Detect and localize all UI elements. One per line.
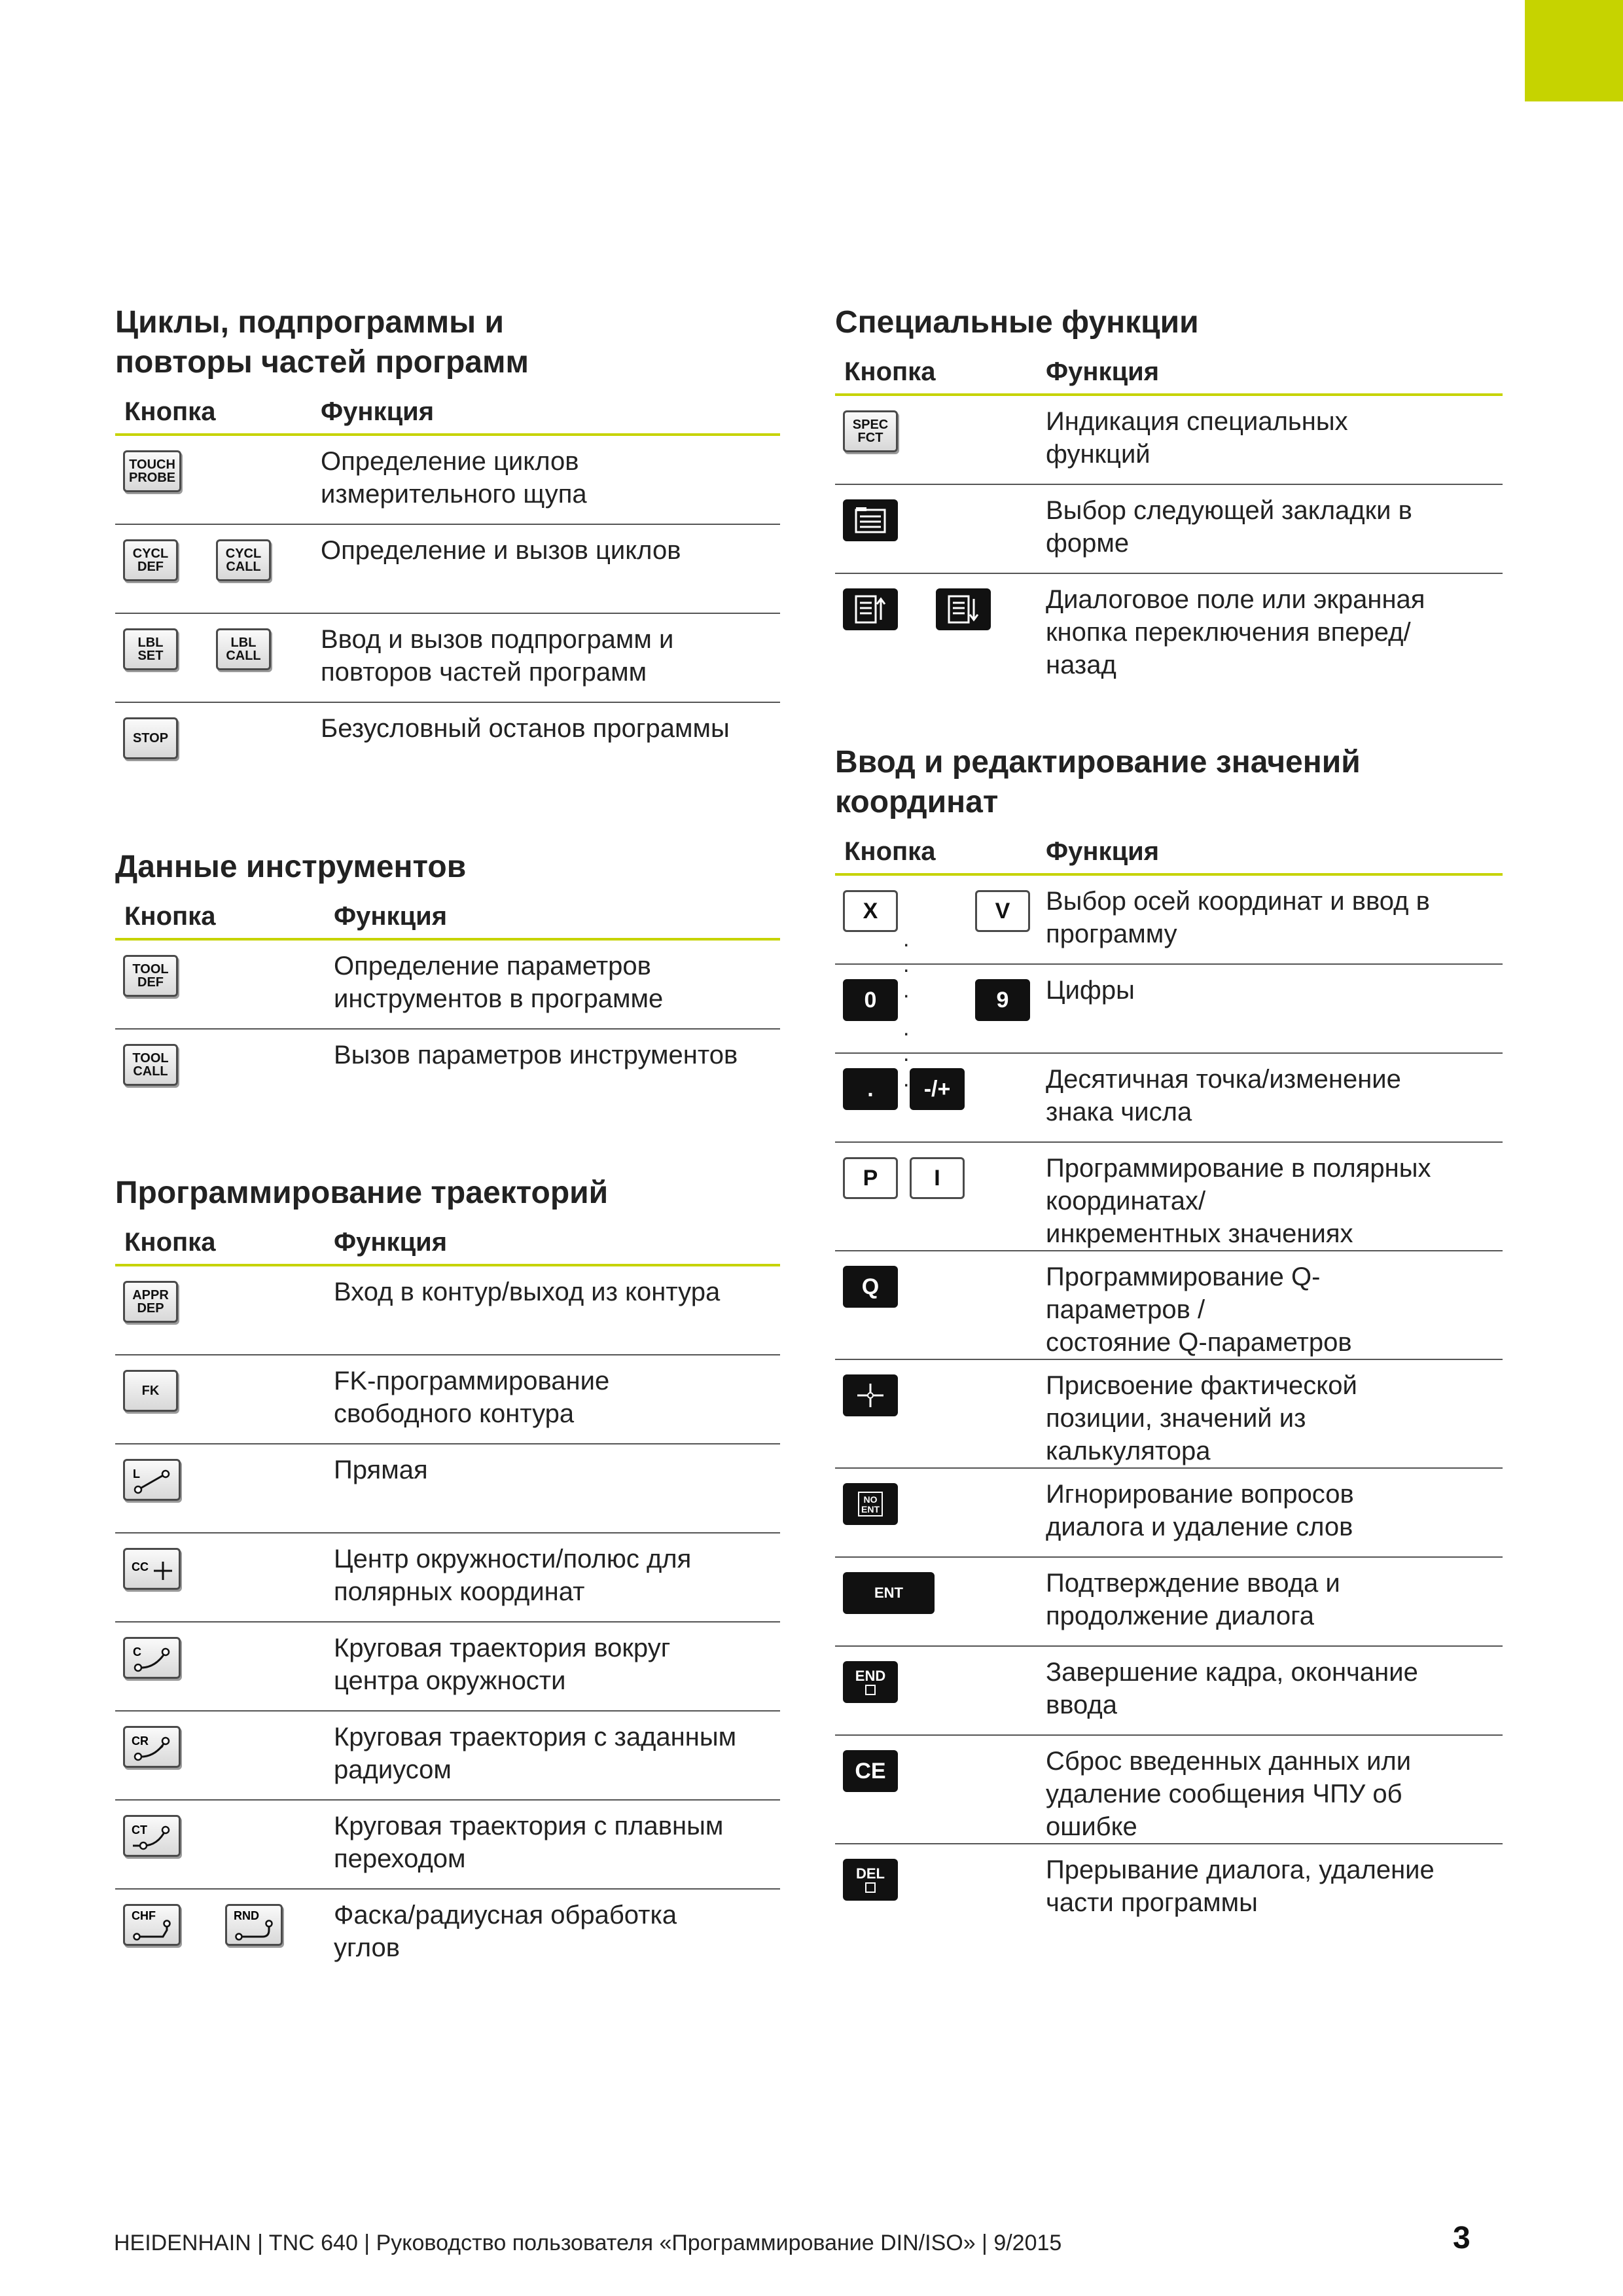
function-text: Подтверждение ввода и bbox=[1046, 1569, 1340, 1598]
axis-v-key[interactable]: V bbox=[975, 890, 1030, 932]
function-cell bbox=[325, 1029, 780, 1117]
function-text: кнопка переключения вперед/ bbox=[1046, 618, 1411, 647]
circle-center-cc-key[interactable] bbox=[123, 1548, 181, 1590]
function-text: Круговая траектория с заданным bbox=[334, 1723, 737, 1751]
keys-table-special bbox=[835, 350, 1503, 681]
table-row bbox=[115, 1265, 780, 1355]
function-text: форме bbox=[1046, 529, 1130, 558]
function-text: позиции, значений из bbox=[1046, 1404, 1306, 1433]
function-text: калькулятора bbox=[1046, 1437, 1211, 1465]
key-cell bbox=[835, 1844, 1037, 1932]
table-row bbox=[115, 1444, 780, 1533]
column-header-function: Функция bbox=[1037, 830, 1503, 874]
function-text: ошибке bbox=[1046, 1812, 1137, 1841]
function-cell bbox=[312, 524, 780, 613]
table-row bbox=[835, 1735, 1503, 1844]
field-forward-icon[interactable] bbox=[843, 588, 898, 630]
function-text: повторов частей программ bbox=[321, 658, 647, 687]
svg-text:CC: CC bbox=[132, 1560, 149, 1573]
ent-key[interactable]: ENT bbox=[843, 1572, 935, 1614]
sign-change-key[interactable]: -/+ bbox=[910, 1068, 965, 1110]
keys-table-coords bbox=[835, 830, 1503, 1932]
section-cycles bbox=[115, 302, 780, 791]
key-cell bbox=[115, 524, 312, 613]
svg-text:CHF: CHF bbox=[132, 1909, 156, 1922]
svg-text:CT: CT bbox=[132, 1823, 147, 1837]
function-text: Безусловный останов программы bbox=[321, 714, 730, 743]
column-header-function: Функция bbox=[325, 1221, 780, 1265]
keys-table-paths bbox=[115, 1221, 780, 1977]
key-cell bbox=[835, 1053, 1037, 1142]
field-back-icon[interactable] bbox=[936, 588, 991, 630]
function-text: Игнорирование вопросов bbox=[1046, 1480, 1354, 1509]
function-text: инкрементных значениях bbox=[1046, 1219, 1353, 1248]
title-line-1: Ввод и редактирование значений bbox=[835, 745, 1361, 780]
function-text: Круговая траектория с плавным bbox=[334, 1812, 724, 1840]
key-cell bbox=[115, 939, 325, 1029]
svg-text:L: L bbox=[133, 1467, 140, 1480]
function-cell bbox=[1037, 1735, 1503, 1844]
q-parameter-key[interactable]: Q bbox=[843, 1266, 898, 1308]
function-cell bbox=[312, 435, 780, 524]
ellipsis: . . . bbox=[903, 1016, 915, 1092]
del-key[interactable] bbox=[843, 1859, 898, 1901]
axis-x-key[interactable]: X bbox=[843, 890, 898, 932]
key-cell bbox=[115, 1029, 325, 1117]
table-row bbox=[835, 1142, 1503, 1251]
keys-table-tools bbox=[115, 895, 780, 1117]
appr-dep-key[interactable]: APPR DEP bbox=[123, 1281, 178, 1323]
function-cell bbox=[325, 1444, 780, 1533]
key-cell bbox=[115, 1265, 325, 1355]
key-cell bbox=[115, 1889, 325, 1977]
table-row bbox=[115, 1355, 780, 1444]
decimal-point-key[interactable]: . bbox=[843, 1068, 898, 1110]
function-cell bbox=[325, 1622, 780, 1711]
table-header bbox=[115, 390, 780, 435]
function-text: программу bbox=[1046, 920, 1177, 948]
section-title bbox=[835, 742, 1503, 822]
tool-call-key[interactable]: TOOL CALL bbox=[123, 1044, 178, 1086]
function-cell bbox=[325, 1889, 780, 1977]
table-row bbox=[115, 1533, 780, 1622]
table-row bbox=[835, 1251, 1503, 1359]
table-header bbox=[115, 895, 780, 939]
lbl-set-key[interactable]: LBL SET bbox=[123, 628, 178, 670]
function-text: Присвоение фактической bbox=[1046, 1371, 1357, 1400]
section-coords bbox=[835, 742, 1503, 1932]
circle-radius-cr-key[interactable] bbox=[123, 1726, 181, 1768]
ellipsis: . . . bbox=[903, 927, 915, 1003]
column-header-button: Кнопка bbox=[115, 895, 325, 939]
function-cell bbox=[1037, 1053, 1503, 1142]
function-cell bbox=[1037, 1468, 1503, 1557]
digit-0-key[interactable]: 0 bbox=[843, 979, 898, 1021]
column-header-function: Функция bbox=[325, 895, 780, 939]
table-row bbox=[835, 1646, 1503, 1735]
key-cell bbox=[115, 1711, 325, 1800]
key-cell bbox=[835, 573, 1037, 681]
next-tab-icon[interactable] bbox=[843, 499, 898, 541]
key-cell bbox=[115, 1444, 325, 1533]
key-cell bbox=[835, 1359, 1037, 1468]
key-cell bbox=[115, 1355, 325, 1444]
function-text: Ввод и вызов подпрограмм и bbox=[321, 625, 674, 654]
key-label: END bbox=[855, 1667, 886, 1684]
function-text: Десятичная точка/изменение bbox=[1046, 1065, 1401, 1094]
function-text: Фаска/радиусная обработка bbox=[334, 1901, 677, 1929]
function-cell bbox=[1037, 874, 1503, 964]
table-row bbox=[835, 484, 1503, 573]
page-footer: HEIDENHAIN | TNC 640 | Руководство пользователя «Программирование DIN/ISO» | 9/2015 bbox=[114, 2231, 1062, 2255]
key-label: DEL bbox=[856, 1865, 885, 1882]
function-text: параметров / bbox=[1046, 1295, 1205, 1324]
key-cell bbox=[835, 395, 1037, 484]
function-text: Определение и вызов циклов bbox=[321, 536, 681, 565]
key-cell bbox=[835, 1468, 1037, 1557]
incremental-i-key[interactable]: I bbox=[910, 1157, 965, 1199]
function-text: центра окружности bbox=[334, 1666, 566, 1695]
function-cell bbox=[1037, 964, 1503, 1053]
column-header-button: Кнопка bbox=[835, 350, 1037, 395]
chamfer-chf-key[interactable] bbox=[123, 1904, 181, 1946]
keys-table-cycles bbox=[115, 390, 780, 791]
function-text: Сброс введенных данных или bbox=[1046, 1747, 1412, 1776]
svg-text:CR: CR bbox=[132, 1734, 149, 1748]
key-cell bbox=[115, 1800, 325, 1889]
table-header bbox=[835, 350, 1503, 395]
function-cell bbox=[1037, 1844, 1503, 1932]
function-cell bbox=[1037, 395, 1503, 484]
table-row bbox=[835, 1053, 1503, 1142]
section-title: Данные инструментов bbox=[115, 850, 467, 884]
line-l-key[interactable] bbox=[123, 1459, 181, 1501]
function-text: состояние Q-параметров bbox=[1046, 1328, 1352, 1357]
function-text: Программирование в полярных bbox=[1046, 1154, 1431, 1183]
table-row bbox=[115, 1711, 780, 1800]
svg-text:RND: RND bbox=[234, 1909, 259, 1922]
fk-key[interactable]: FK bbox=[123, 1370, 178, 1412]
table-row bbox=[835, 1359, 1503, 1468]
function-text: инструментов в программе bbox=[334, 984, 664, 1013]
table-row bbox=[835, 1468, 1503, 1557]
table-row bbox=[115, 1029, 780, 1117]
section-special bbox=[835, 302, 1503, 681]
key-cell bbox=[835, 1251, 1037, 1359]
section-title: Специальные функции bbox=[835, 305, 1199, 340]
key-cell bbox=[835, 1735, 1037, 1844]
function-text: FK-программирование bbox=[334, 1367, 610, 1395]
key-cell bbox=[115, 435, 312, 524]
function-text: диалога и удаление слов bbox=[1046, 1513, 1353, 1541]
function-text: функций bbox=[1046, 440, 1150, 469]
title-line-2: координат bbox=[835, 785, 999, 819]
section-title bbox=[115, 302, 780, 382]
touch-probe-key[interactable]: TOUCH PROBE bbox=[123, 450, 181, 492]
table-row bbox=[835, 1844, 1503, 1932]
function-cell bbox=[1037, 1142, 1503, 1251]
key-cell bbox=[835, 484, 1037, 573]
function-cell bbox=[1037, 1251, 1503, 1359]
function-text: углов bbox=[334, 1933, 400, 1962]
function-text: Круговая траектория вокруг bbox=[334, 1634, 671, 1662]
key-cell bbox=[835, 1646, 1037, 1735]
table-row bbox=[835, 874, 1503, 964]
key-cell bbox=[115, 702, 312, 791]
function-text: измерительного щупа bbox=[321, 480, 587, 509]
function-cell bbox=[325, 1711, 780, 1800]
key-cell bbox=[835, 964, 1037, 1092]
function-text: Диалоговое поле или экранная bbox=[1046, 585, 1425, 614]
table-header bbox=[835, 830, 1503, 874]
function-text: назад bbox=[1046, 651, 1116, 679]
function-cell bbox=[325, 1800, 780, 1889]
table-row bbox=[115, 702, 780, 791]
column-header-function: Функция bbox=[1037, 350, 1503, 395]
function-text: знака числа bbox=[1046, 1098, 1192, 1126]
actual-position-icon[interactable] bbox=[843, 1374, 898, 1416]
key-cell bbox=[835, 1557, 1037, 1646]
table-row bbox=[115, 1889, 780, 1977]
function-text: Программирование Q- bbox=[1046, 1263, 1321, 1291]
function-cell bbox=[1037, 1646, 1503, 1735]
function-cell bbox=[325, 1265, 780, 1355]
ce-key[interactable]: CE bbox=[843, 1750, 898, 1792]
function-cell bbox=[1037, 573, 1503, 681]
lbl-call-key[interactable]: LBL CALL bbox=[216, 628, 271, 670]
square-icon bbox=[865, 1685, 876, 1695]
function-text: продолжение диалога bbox=[1046, 1602, 1315, 1630]
function-cell bbox=[1037, 1557, 1503, 1646]
table-row bbox=[115, 524, 780, 613]
no-ent-key[interactable] bbox=[843, 1483, 898, 1525]
table-row bbox=[115, 613, 780, 702]
function-text: Вызов параметров инструментов bbox=[334, 1041, 738, 1069]
function-text: Завершение кадра, окончание bbox=[1046, 1658, 1418, 1687]
function-text: Прерывание диалога, удаление bbox=[1046, 1856, 1435, 1884]
function-text: Вход в контур/выход из контура bbox=[334, 1278, 721, 1306]
cycl-call-key[interactable]: CYCL CALL bbox=[216, 539, 271, 581]
section-title: Программирование траекторий bbox=[115, 1175, 609, 1210]
table-row bbox=[835, 964, 1503, 1053]
function-text: Выбор осей координат и ввод в bbox=[1046, 887, 1430, 916]
table-row bbox=[835, 573, 1503, 681]
column-header-button: Кнопка bbox=[835, 830, 1037, 874]
section-tools bbox=[115, 847, 780, 1117]
rounding-rnd-key[interactable] bbox=[225, 1904, 283, 1946]
function-text: свободного контура bbox=[334, 1399, 575, 1428]
function-cell bbox=[1037, 484, 1503, 573]
function-text: удаление сообщения ЧПУ об bbox=[1046, 1780, 1402, 1808]
table-row bbox=[115, 1622, 780, 1711]
function-cell bbox=[312, 613, 780, 702]
square-icon bbox=[865, 1882, 876, 1893]
function-cell bbox=[325, 939, 780, 1029]
svg-text:ENT: ENT bbox=[861, 1504, 880, 1515]
table-row bbox=[835, 1557, 1503, 1646]
chapter-tab-marker bbox=[1525, 0, 1623, 101]
svg-text:C: C bbox=[133, 1645, 141, 1659]
tool-def-key[interactable]: TOOL DEF bbox=[123, 955, 178, 997]
column-header-button: Кнопка bbox=[115, 390, 312, 435]
digit-9-key[interactable]: 9 bbox=[975, 979, 1030, 1021]
function-text: Прямая bbox=[334, 1456, 428, 1484]
function-text: части программы bbox=[1046, 1888, 1258, 1917]
spec-fct-key[interactable]: SPEC FCT bbox=[843, 410, 898, 452]
stop-key[interactable]: STOP bbox=[123, 717, 178, 759]
key-cell bbox=[115, 613, 312, 702]
title-line-2: повторы частей программ bbox=[115, 345, 529, 380]
function-cell bbox=[312, 702, 780, 791]
table-row bbox=[115, 435, 780, 524]
function-text: ввода bbox=[1046, 1691, 1118, 1719]
table-header bbox=[115, 1221, 780, 1265]
column-header-button: Кнопка bbox=[115, 1221, 325, 1265]
key-cell bbox=[115, 1533, 325, 1622]
circle-c-key[interactable] bbox=[123, 1637, 181, 1679]
function-text: Определение параметров bbox=[334, 952, 651, 980]
function-text: Выбор следующей закладки в bbox=[1046, 496, 1412, 525]
function-text: Определение циклов bbox=[321, 447, 579, 476]
function-text: Индикация специальных bbox=[1046, 407, 1348, 436]
circle-tangential-ct-key[interactable] bbox=[123, 1815, 181, 1857]
key-cell bbox=[835, 874, 1037, 1003]
function-text: переходом bbox=[334, 1844, 466, 1873]
polar-p-key[interactable]: P bbox=[843, 1157, 898, 1199]
section-paths bbox=[115, 1173, 780, 1977]
function-cell bbox=[1037, 1359, 1503, 1468]
key-cell bbox=[115, 1622, 325, 1711]
end-key[interactable] bbox=[843, 1661, 898, 1703]
function-cell bbox=[325, 1533, 780, 1622]
function-text: радиусом bbox=[334, 1755, 452, 1784]
svg-text:NO: NO bbox=[863, 1494, 878, 1505]
table-row bbox=[835, 395, 1503, 484]
column-header-function: Функция bbox=[312, 390, 780, 435]
function-text: координатах/ bbox=[1046, 1187, 1206, 1215]
table-row bbox=[115, 939, 780, 1029]
function-cell bbox=[325, 1355, 780, 1444]
function-text: Цифры bbox=[1046, 976, 1135, 1005]
function-text: Центр окружности/полюс для bbox=[334, 1545, 692, 1573]
title-line-1: Циклы, подпрограммы и bbox=[115, 305, 504, 340]
table-row bbox=[115, 1800, 780, 1889]
cycl-def-key[interactable]: CYCL DEF bbox=[123, 539, 178, 581]
page-number: 3 bbox=[1453, 2221, 1471, 2255]
function-text: полярных координат bbox=[334, 1577, 585, 1606]
key-cell bbox=[835, 1142, 1037, 1251]
